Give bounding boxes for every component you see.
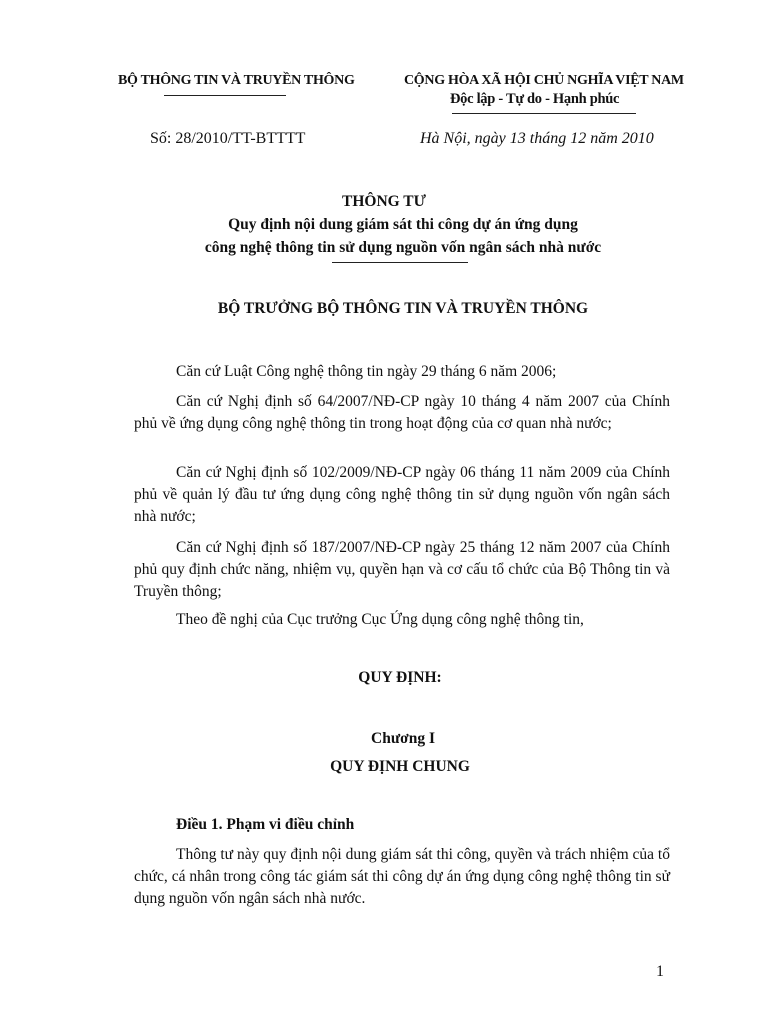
decree-heading: QUY ĐỊNH:: [358, 669, 442, 686]
document-subtitle-line1: Quy định nội dung giám sát thi công dự án ứng dụng: [228, 216, 578, 233]
title-underline: [332, 262, 468, 263]
preamble-item: Căn cứ Luật Công nghệ thông tin ngày 29 tháng 6 năm 2006;: [176, 363, 557, 380]
document-number: Số: 28/2010/TT-BTTTT: [150, 130, 306, 147]
preamble-item: Căn cứ Nghị định số 102/2009/NĐ-CP ngày 06 tháng 11 năm 2009 của Chính phủ về quản lý đầu tư ứng dụng công nghệ thông tin sử dụng nguồn vốn ngân sách nhà nước;: [134, 464, 670, 525]
article-heading: Điều 1. Phạm vi điều chỉnh: [176, 816, 355, 833]
document-subtitle-line2: công nghệ thông tin sử dụng nguồn vốn ngân sách nhà nước: [204, 239, 602, 256]
ministry-underline: [164, 95, 286, 96]
preamble-item: Căn cứ Nghị định số 187/2007/NĐ-CP ngày 25 tháng 12 năm 2007 của Chính phủ quy định chức năng, nhiệm vụ, quyền hạn và cơ cấu tổ chức của Bộ Thông tin và Truyền thông;: [134, 539, 670, 600]
chapter-title: QUY ĐỊNH CHUNG: [330, 758, 470, 775]
issuer-heading: BỘ TRƯỞNG BỘ THÔNG TIN VÀ TRUYỀN THÔNG: [217, 300, 589, 317]
page-number: 1: [656, 963, 664, 980]
preamble-item: Căn cứ Nghị định số 64/2007/NĐ-CP ngày 10 tháng 4 năm 2007 của Chính phủ về ứng dụng công nghệ thông tin trong hoạt động của cơ quan nhà nước;: [134, 393, 670, 432]
document-type: THÔNG TƯ: [342, 193, 426, 210]
ministry-name: BỘ THÔNG TIN VÀ TRUYỀN THÔNG: [118, 73, 355, 88]
article-text: Thông tư này quy định nội dung giám sát thi công, quyền và trách nhiệm của tổ chức, cá nhân trong công tác giám sát thi công dự án ứng dụng công nghệ thông tin sử dụng nguồn vốn ngân sách nhà nước.: [134, 846, 670, 907]
place-date: Hà Nội, ngày 13 tháng 12 năm 2010: [420, 130, 654, 147]
chapter-number: Chương I: [371, 730, 435, 747]
motto-underline: [452, 113, 636, 114]
national-motto: Độc lập - Tự do - Hạnh phúc: [450, 91, 620, 107]
preamble-item: Theo đề nghị của Cục trưởng Cục Ứng dụng công nghệ thông tin,: [176, 611, 584, 628]
republic-name: CỘNG HÒA XÃ HỘI CHỦ NGHĨA VIỆT NAM: [404, 73, 684, 88]
